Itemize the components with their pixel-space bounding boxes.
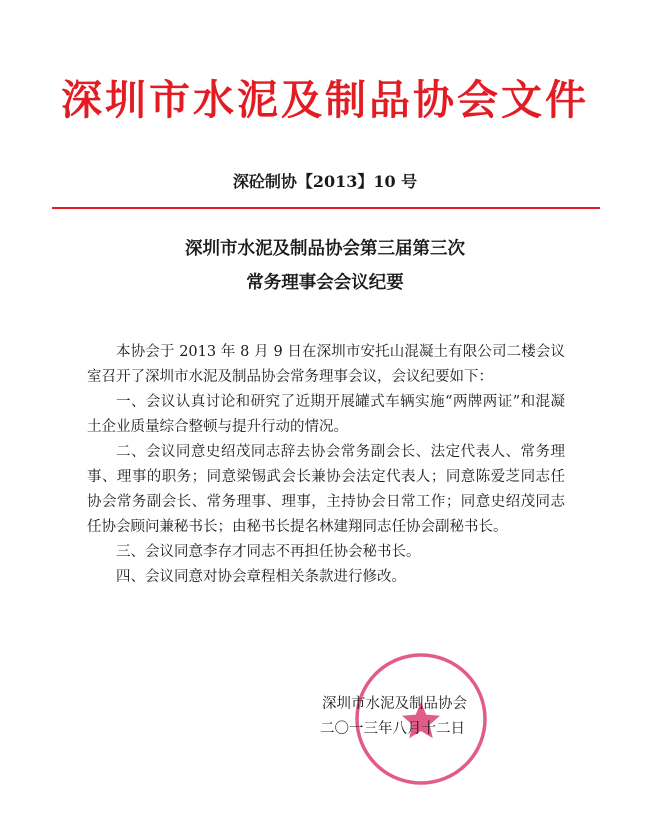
signature-block [320, 692, 520, 742]
body-paragraph-item-4: 四、会议同意对协会章程相关条款进行修改。 [116, 569, 406, 585]
document-subject [0, 232, 650, 300]
red-divider-line [52, 207, 600, 209]
document-number: 深砼制协【2013】10 号 [232, 172, 418, 191]
subject-line-1: 深圳市水泥及制品协会第三届第三次 [185, 239, 465, 259]
body-paragraph-item-2: 二、会议同意史绍茂同志辞去协会常务副会长、法定代表人、常务理事、理事的职务；同意梁锡武会长兼协会法定代表人；同意陈爱芝同志任协会常务副会长、常务理事、理事，主持协会日常工作；同意史绍茂同志任协会顾问兼秘书长；由秘书长提名林建翔同志任协会副秘书长。 [87, 444, 565, 535]
document-header-title: 深圳市水泥及制品协会文件 [61, 76, 589, 124]
subject-line-2: 常务理事会会议纪要 [246, 273, 404, 293]
signature-organization: 深圳市水泥及制品协会 [322, 696, 467, 712]
body-paragraph-item-1: 一、会议认真讨论和研究了近期开展罐式车辆实施“两牌两证”和混凝土企业质量综合整顿与提升行动的情况。 [87, 394, 565, 435]
body-paragraph-item-3: 三、会议同意李存才同志不再担任协会秘书长。 [116, 544, 421, 560]
document-body [87, 340, 565, 590]
signature-date: 二〇一三年八月十二日 [320, 721, 465, 737]
body-paragraph-intro: 本协会于 2013 年 8 月 9 日在深圳市安托山混凝土有限公司二楼会议室召开了深圳市水泥及制品协会常务理事会议，会议纪要如下： [87, 344, 565, 385]
